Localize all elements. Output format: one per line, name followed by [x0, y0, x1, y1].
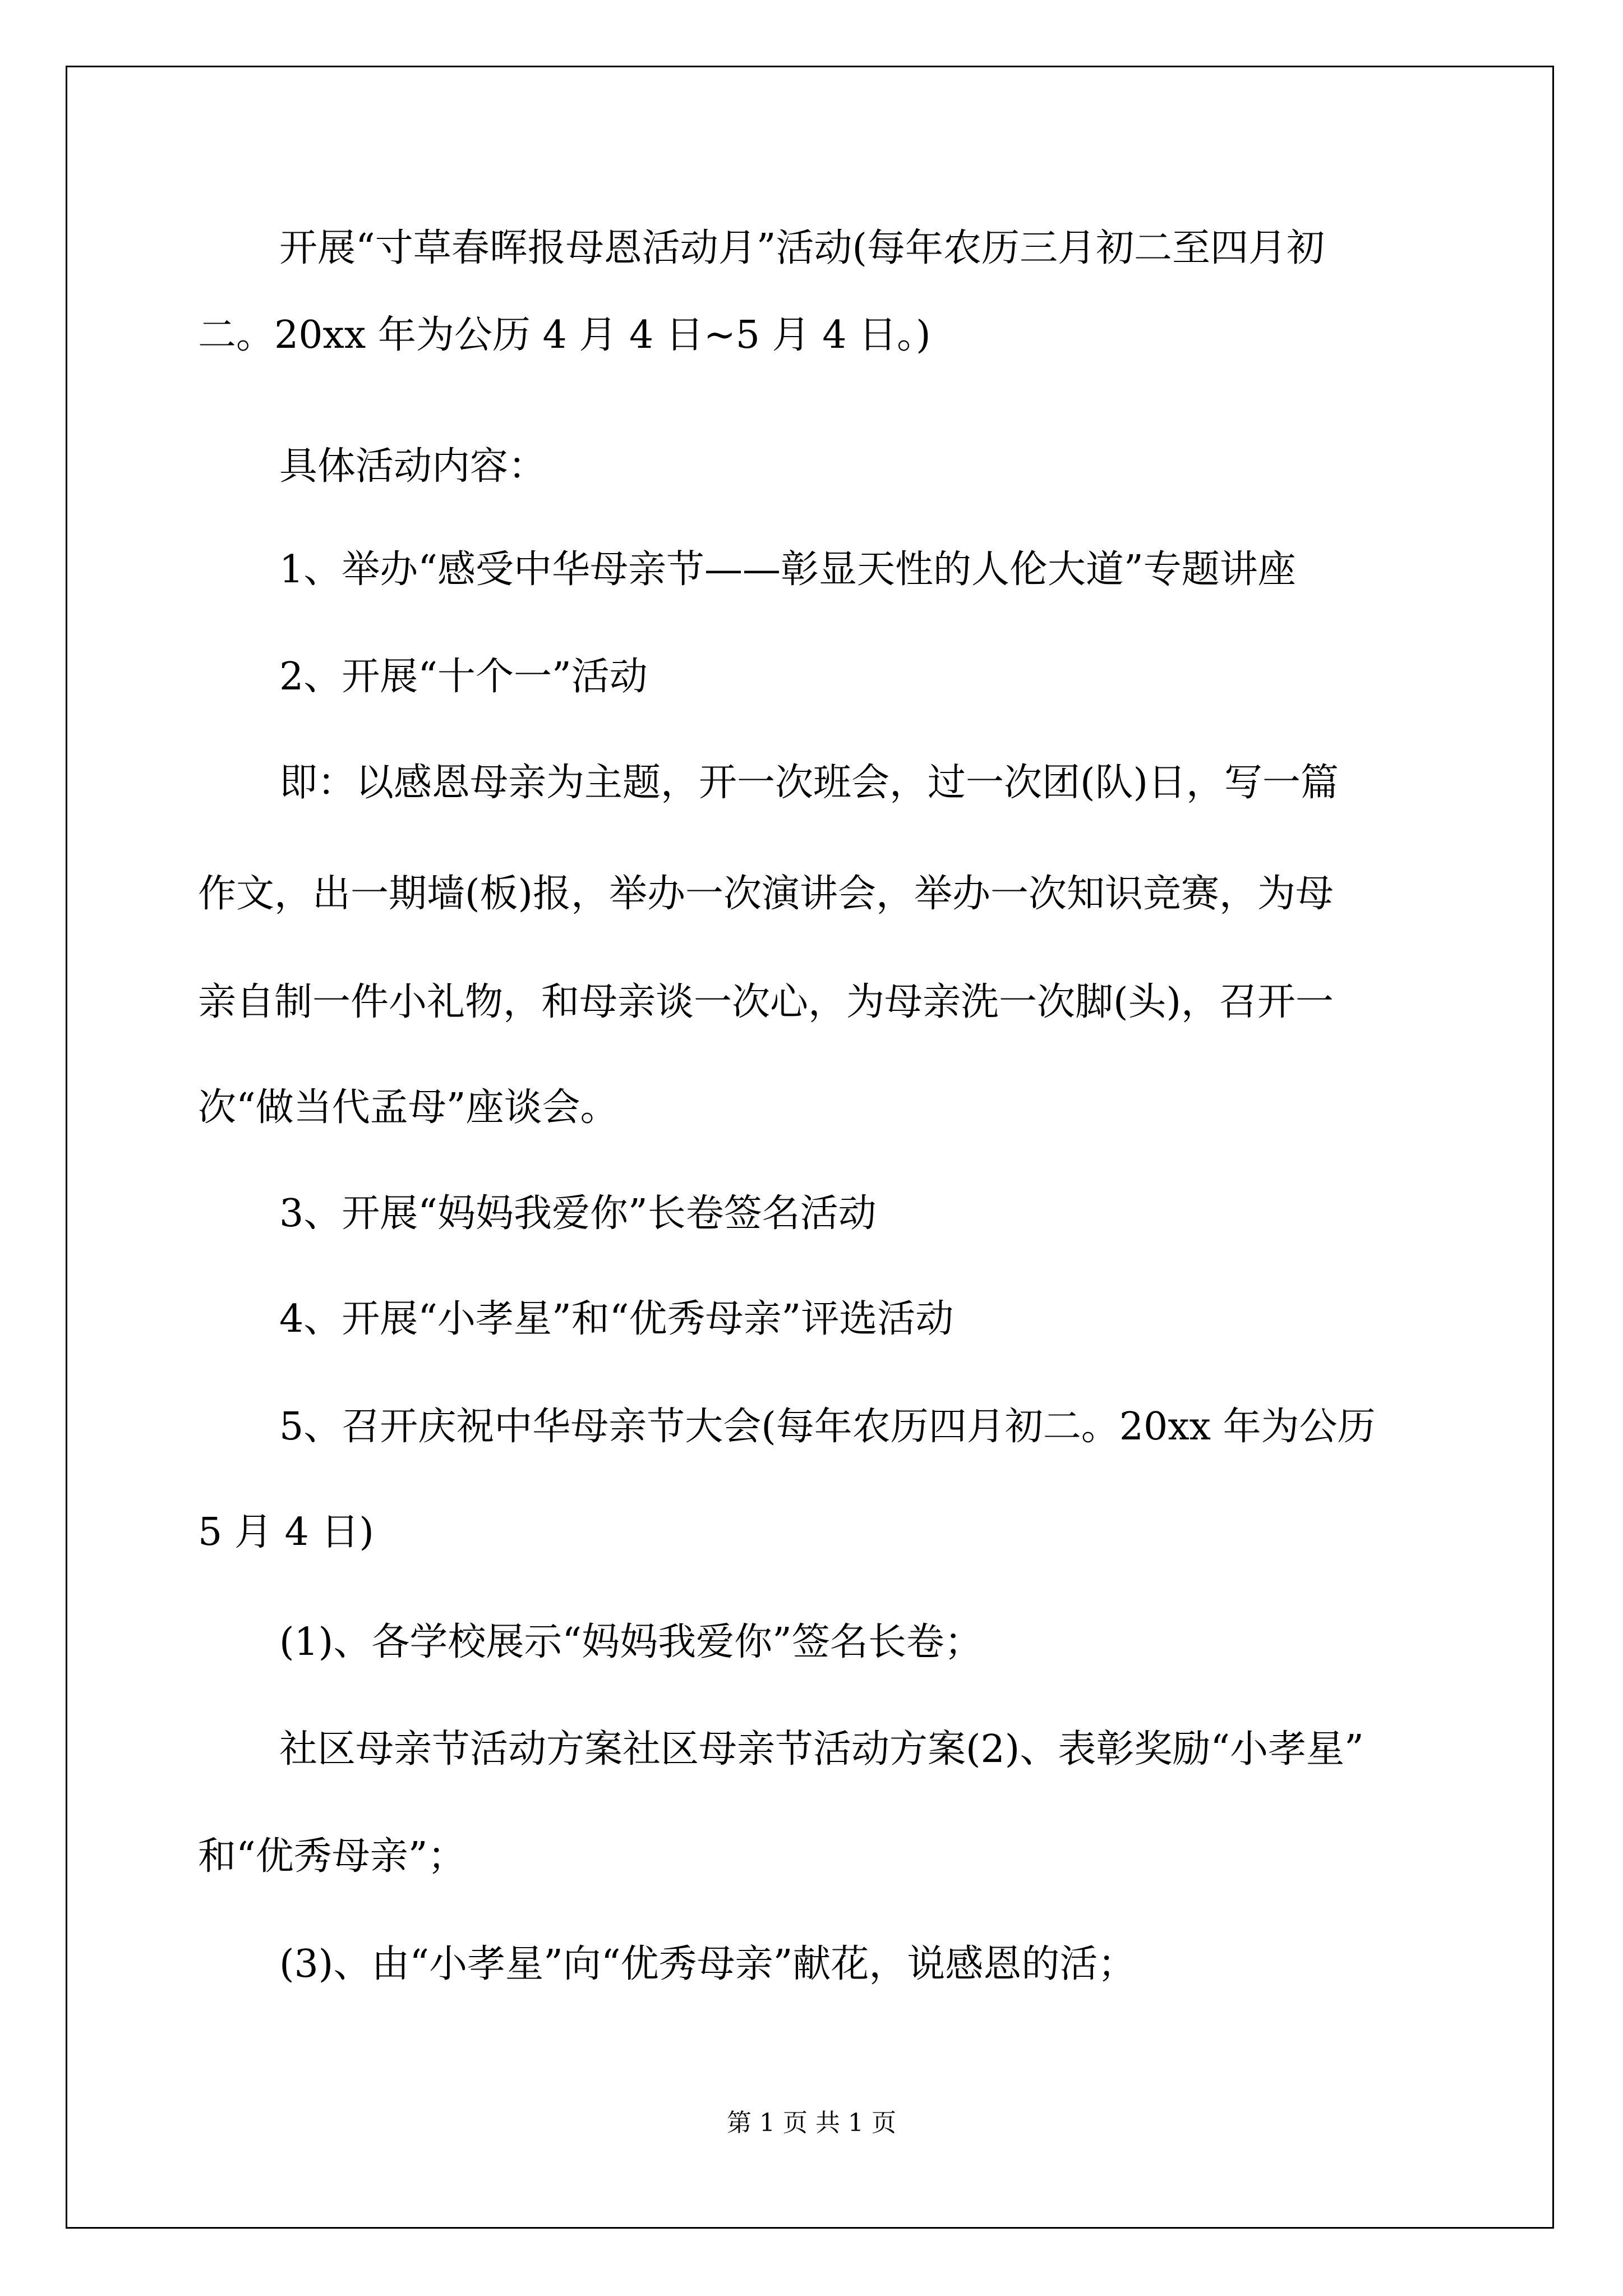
paragraph-line: (1)、各学校展示“妈妈我爱你”签名长卷； — [279, 1620, 983, 1664]
paragraph-line: 4、开展“小孝星”和“优秀母亲”评选活动 — [279, 1297, 954, 1341]
paragraph-line: 具体活动内容： — [279, 444, 547, 489]
paragraph-line: 3、开展“妈妈我爱你”长卷签名活动 — [279, 1191, 877, 1236]
paragraph-line: (3)、由“小孝星”向“优秀母亲”献花，说感恩的活； — [279, 1942, 1136, 1986]
page-border — [66, 66, 1554, 2229]
page-number-footer: 第 1 页 共 1 页 — [727, 2109, 896, 2137]
paragraph-line: 亲自制一件小礼物，和母亲谈一次心，为母亲洗一次脚(头)，召开一 — [198, 980, 1334, 1024]
paragraph-line: 开展“寸草春晖报母恩活动月”活动(每年农历三月初二至四月初 — [279, 226, 1325, 270]
paragraph-line: 和“优秀母亲”； — [198, 1834, 466, 1879]
paragraph-line: 作文，出一期墙(板)报，举办一次演讲会，举办一次知识竞赛，为母 — [198, 872, 1334, 916]
paragraph-line: 即：以感恩母亲为主题，开一次班会，过一次团(队)日，写一篇 — [279, 761, 1339, 805]
paragraph-line: 5、召开庆祝中华母亲节大会(每年农历四月初二。20xx 年为公历 — [279, 1405, 1376, 1449]
paragraph-line: 2、开展“十个一”活动 — [279, 655, 648, 699]
paragraph-line: 社区母亲节活动方案社区母亲节活动方案(2)、表彰奖励“小孝星” — [279, 1727, 1364, 1772]
paragraph-line: 二。20xx 年为公历 4 月 4 日~5 月 4 日。) — [198, 313, 931, 357]
paragraph-line: 5 月 4 日) — [198, 1510, 374, 1554]
paragraph-line: 1、举办“感受中华母亲节——彰显天性的人伦大道”专题讲座 — [279, 547, 1296, 592]
paragraph-line: 次“做当代孟母”座谈会。 — [198, 1085, 619, 1130]
